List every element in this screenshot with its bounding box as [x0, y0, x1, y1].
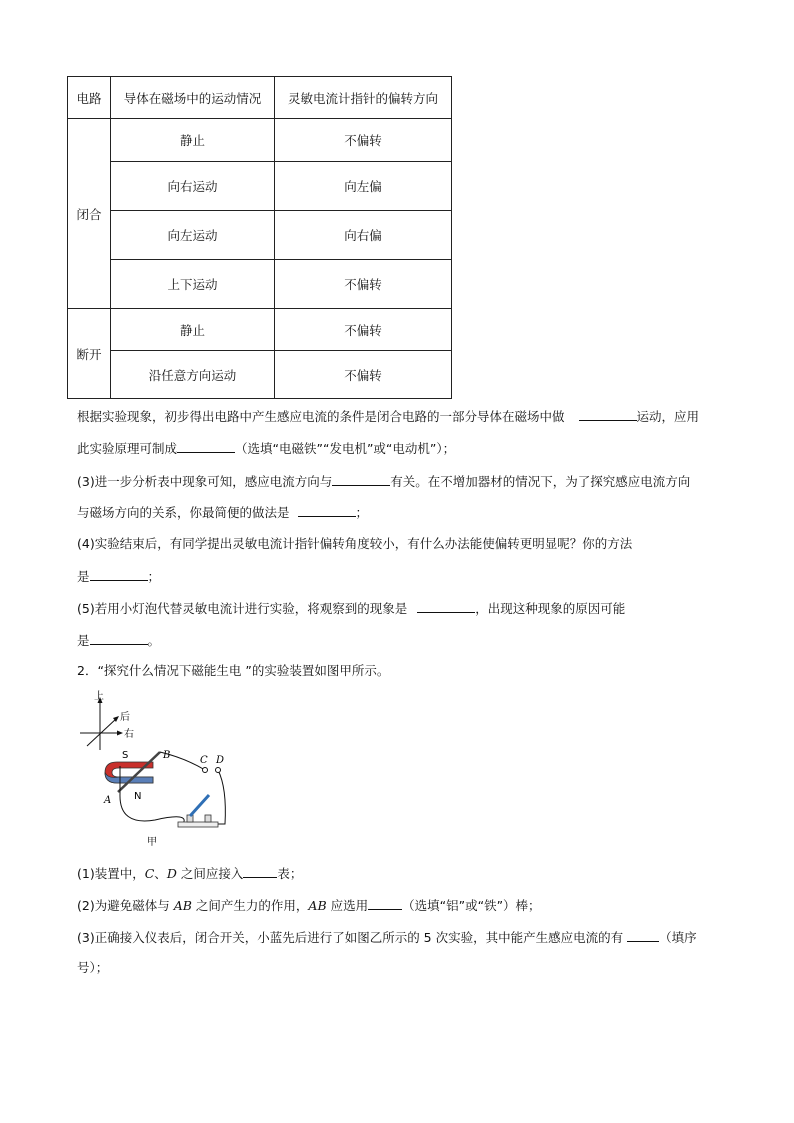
table-row — [68, 119, 452, 162]
table-row — [68, 162, 452, 211]
q1-part4-line2: 是 ； — [77, 569, 161, 584]
q2-part3-line2: 号）； — [77, 960, 109, 975]
terminal-C — [203, 768, 208, 773]
header-motion: 导体在磁场中的运动情况 — [111, 77, 275, 119]
motion-cell: 向左运动 — [111, 211, 275, 260]
label-N: N — [134, 791, 142, 802]
q2-title: 2．“探究什么情况下磁能生电 ”的实验装置如图甲所示。 — [77, 663, 390, 678]
table-row — [68, 351, 452, 399]
table-row — [68, 309, 452, 351]
deflection-cell: 不偏转 — [275, 119, 452, 162]
deflection-cell: 不偏转 — [275, 351, 452, 399]
wire — [120, 794, 184, 824]
table-row — [68, 260, 452, 309]
terminal-D — [216, 768, 221, 773]
header-deflection: 灵敏电流计指针的偏转方向 — [275, 77, 452, 119]
circuit-closed-cell: 闭合 — [68, 119, 111, 309]
label-C: C — [200, 755, 208, 766]
label-S: S — [122, 750, 129, 761]
switch-icon — [178, 795, 218, 827]
q1-part5-line1: (5)若用小灯泡代替灵敏电流计进行实验，将观察到的现象是 ，出现这种现象的原因可能 — [77, 601, 626, 616]
q1-part3-line2: 与磁场方向的关系，你最简便的做法是 ； — [77, 505, 369, 520]
q1-part5-line2: 是 。 — [77, 633, 161, 648]
motion-cell: 静止 — [111, 309, 275, 351]
answer-blank[interactable] — [368, 897, 402, 910]
answer-blank[interactable] — [579, 408, 637, 421]
q2-part2: (2)为避免磁体与 AB 之间产生力的作用，AB 应选用 （选填“铝”或“铁”）棒； — [77, 898, 541, 913]
table-row — [68, 211, 452, 260]
apparatus-figure — [75, 688, 245, 848]
observation-table — [67, 76, 452, 399]
label-right: 右 — [124, 729, 134, 740]
label-D: D — [216, 755, 225, 766]
deflection-cell: 向右偏 — [275, 211, 452, 260]
figure-caption: 甲 — [147, 837, 157, 848]
motion-cell: 上下运动 — [111, 260, 275, 309]
answer-blank[interactable] — [177, 440, 235, 453]
motion-cell: 沿任意方向运动 — [111, 351, 275, 399]
motion-cell: 向右运动 — [111, 162, 275, 211]
circuit-open-cell: 断开 — [68, 309, 111, 399]
answer-blank[interactable] — [243, 865, 277, 878]
deflection-cell: 向左偏 — [275, 162, 452, 211]
label-up: 上 — [94, 691, 104, 702]
q1-part2-line2: 此实验原理可制成 （选填“电磁铁”“发电机”或“电动机”）； — [77, 441, 456, 456]
answer-blank[interactable] — [90, 632, 148, 645]
answer-blank[interactable] — [627, 929, 659, 942]
header-circuit: 电路 — [68, 77, 111, 119]
direction-axes-icon — [80, 697, 123, 750]
wire — [217, 770, 225, 824]
q1-part3-line1: (3)进一步分析表中现象可知，感应电流方向与 有关。在不增加器材的情况下，为了探究感应电流方向 — [77, 474, 691, 489]
q1-part4-line1: (4)实验结束后，有同学提出灵敏电流计指针偏转角度较小，有什么办法能使偏转更明显呢？你的方法 — [77, 536, 633, 551]
answer-blank[interactable] — [298, 504, 356, 517]
label-A: A — [104, 795, 112, 806]
label-B: B — [163, 750, 171, 761]
deflection-cell: 不偏转 — [275, 260, 452, 309]
motion-cell: 静止 — [111, 119, 275, 162]
deflection-cell: 不偏转 — [275, 309, 452, 351]
answer-blank[interactable] — [90, 568, 148, 581]
answer-blank[interactable] — [332, 473, 390, 486]
table-header-row — [68, 77, 452, 119]
q1-part2-line1: 根据实验现象，初步得出电路中产生感应电流的条件是闭合电路的一部分导体在磁场中做 运动，应用 — [77, 409, 700, 424]
q2-part3-line1: (3)正确接入仪表后，闭合开关，小蓝先后进行了如图乙所示的 5 次实验，其中能产生感应电流的有 （填序 — [77, 930, 697, 945]
label-back: 后 — [120, 712, 130, 723]
q2-part1: (1)装置中，C、D 之间应接入 表； — [77, 866, 303, 881]
answer-blank[interactable] — [417, 600, 475, 613]
